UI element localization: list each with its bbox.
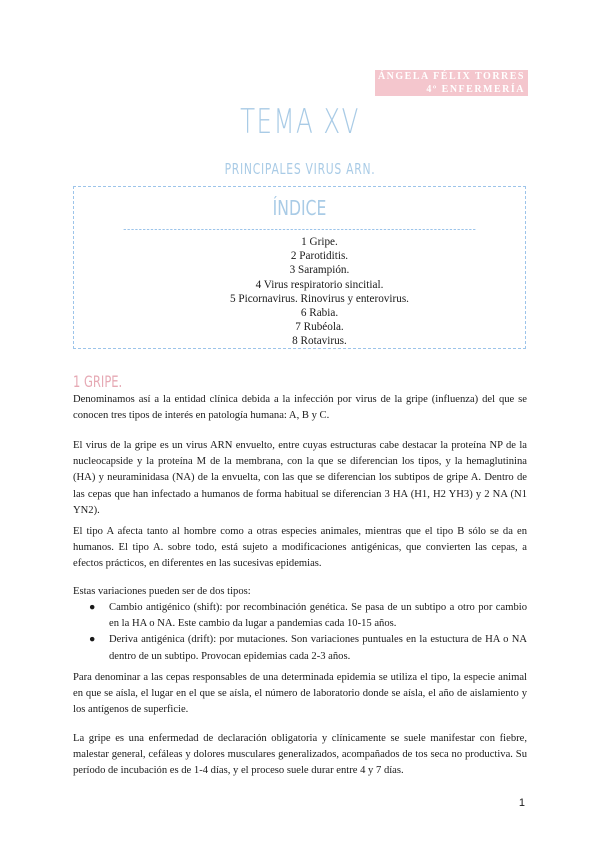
author-block [375,70,528,96]
page-subtitle: PRINCIPALES VIRUS ARN. [224,160,376,178]
section-heading: 1 GRIPE. [73,372,123,391]
paragraph: Denominamos así a la entidad clínica debida a la infección por virus de la gripe (influenza) del que se conocen tres tipos de interés en patología humana: A, B y C. [73,394,527,422]
paragraph: El virus de la gripe es un virus ARN envuelto, entre cuyas estructuras cabe destacar la proteína NP de la nucleocapside y la proteína M de la membrana, con la que se diferencian los tipos, y la hemaglutinina (HA) y neuraminidasa (NA) de la envuelta, con las que se diferencian los subtipos de gripe A. Dentro de las cepas que han infectado a humanos de forma habitual se diferencian 3 HA (H1, H2 YH3) y 2 NA (N1 YN2). [73,440,527,516]
bullet-item [73,632,527,664]
index-item: 3 Sarampión. [289,264,350,277]
paragraph: El tipo A afecta tanto al hombre como a otras especies animales, mientras que el tipo B sólo se da en humanos. El tipo A. sobre todo, está sujeto a modificaciones antigénicas, que convierten las cepas, a efectos prácticos, en diferentes en las sucesivas epidemias. [73,526,527,570]
bullet-icon: ● [89,602,96,613]
index-item: 5 Picornavirus. Rinovirus y enterovirus. [230,292,409,305]
paragraph: Estas variaciones pueden ser de dos tipos: [73,586,251,597]
index-heading: ÍNDICE [124,187,476,230]
paragraph: La gripe es una enfermedad de declaración obligatoria y clínicamente se suele manifestar con fiebre, malestar general, cefáleas y dolores musculares generalizados, acompañados de tos seca no productiva. Su período de incubación es de 1-4 días, y el proceso suele durar entre 4 y 7 días. [73,733,527,777]
author-course: 4º ENFERMERÍA [375,83,528,96]
page-number: 1 [518,797,525,809]
author-name: ÁNGELA FÉLIX TORRES [375,70,528,83]
index-item: 1 Gripe. [301,236,338,248]
index-item: 6 Rabia. [300,307,339,320]
index-item: 7 Rubéola. [295,321,344,334]
page-title: TEMA XV [240,102,360,142]
paragraph: Para denominar a las cepas responsables de una determinada epidemia se utiliza el tipo, la especie animal en que se aísla, el lugar en el que se aísla, el número de laboratorio donde se aísla, el año de aislamiento y los antígenos de superficie. [73,672,527,716]
bullet-item [73,600,527,632]
index-item: 8 Rotavirus. [292,335,347,348]
bullet-text: Deriva antigénica (drift): por mutaciones. Son variaciones puntuales en la estuctura de HA o NA dentro de un subtipo. Provocan epidemias cada 2-3 años. [109,634,527,662]
bullet-list [73,600,527,665]
index-item: 4 Virus respiratorio sincitial. [255,278,384,291]
index-list [74,230,525,349]
index-item: 2 Parotiditis. [290,250,349,263]
bullet-icon: ● [89,634,96,646]
index-box [73,186,526,349]
bullet-text: Cambio antigénico (shift): por recombinación genética. Se pasa de un subtipo a otro por cambio en la HA o NA. Este cambio da lugar a pandemias cada 10-15 años. [109,602,527,630]
